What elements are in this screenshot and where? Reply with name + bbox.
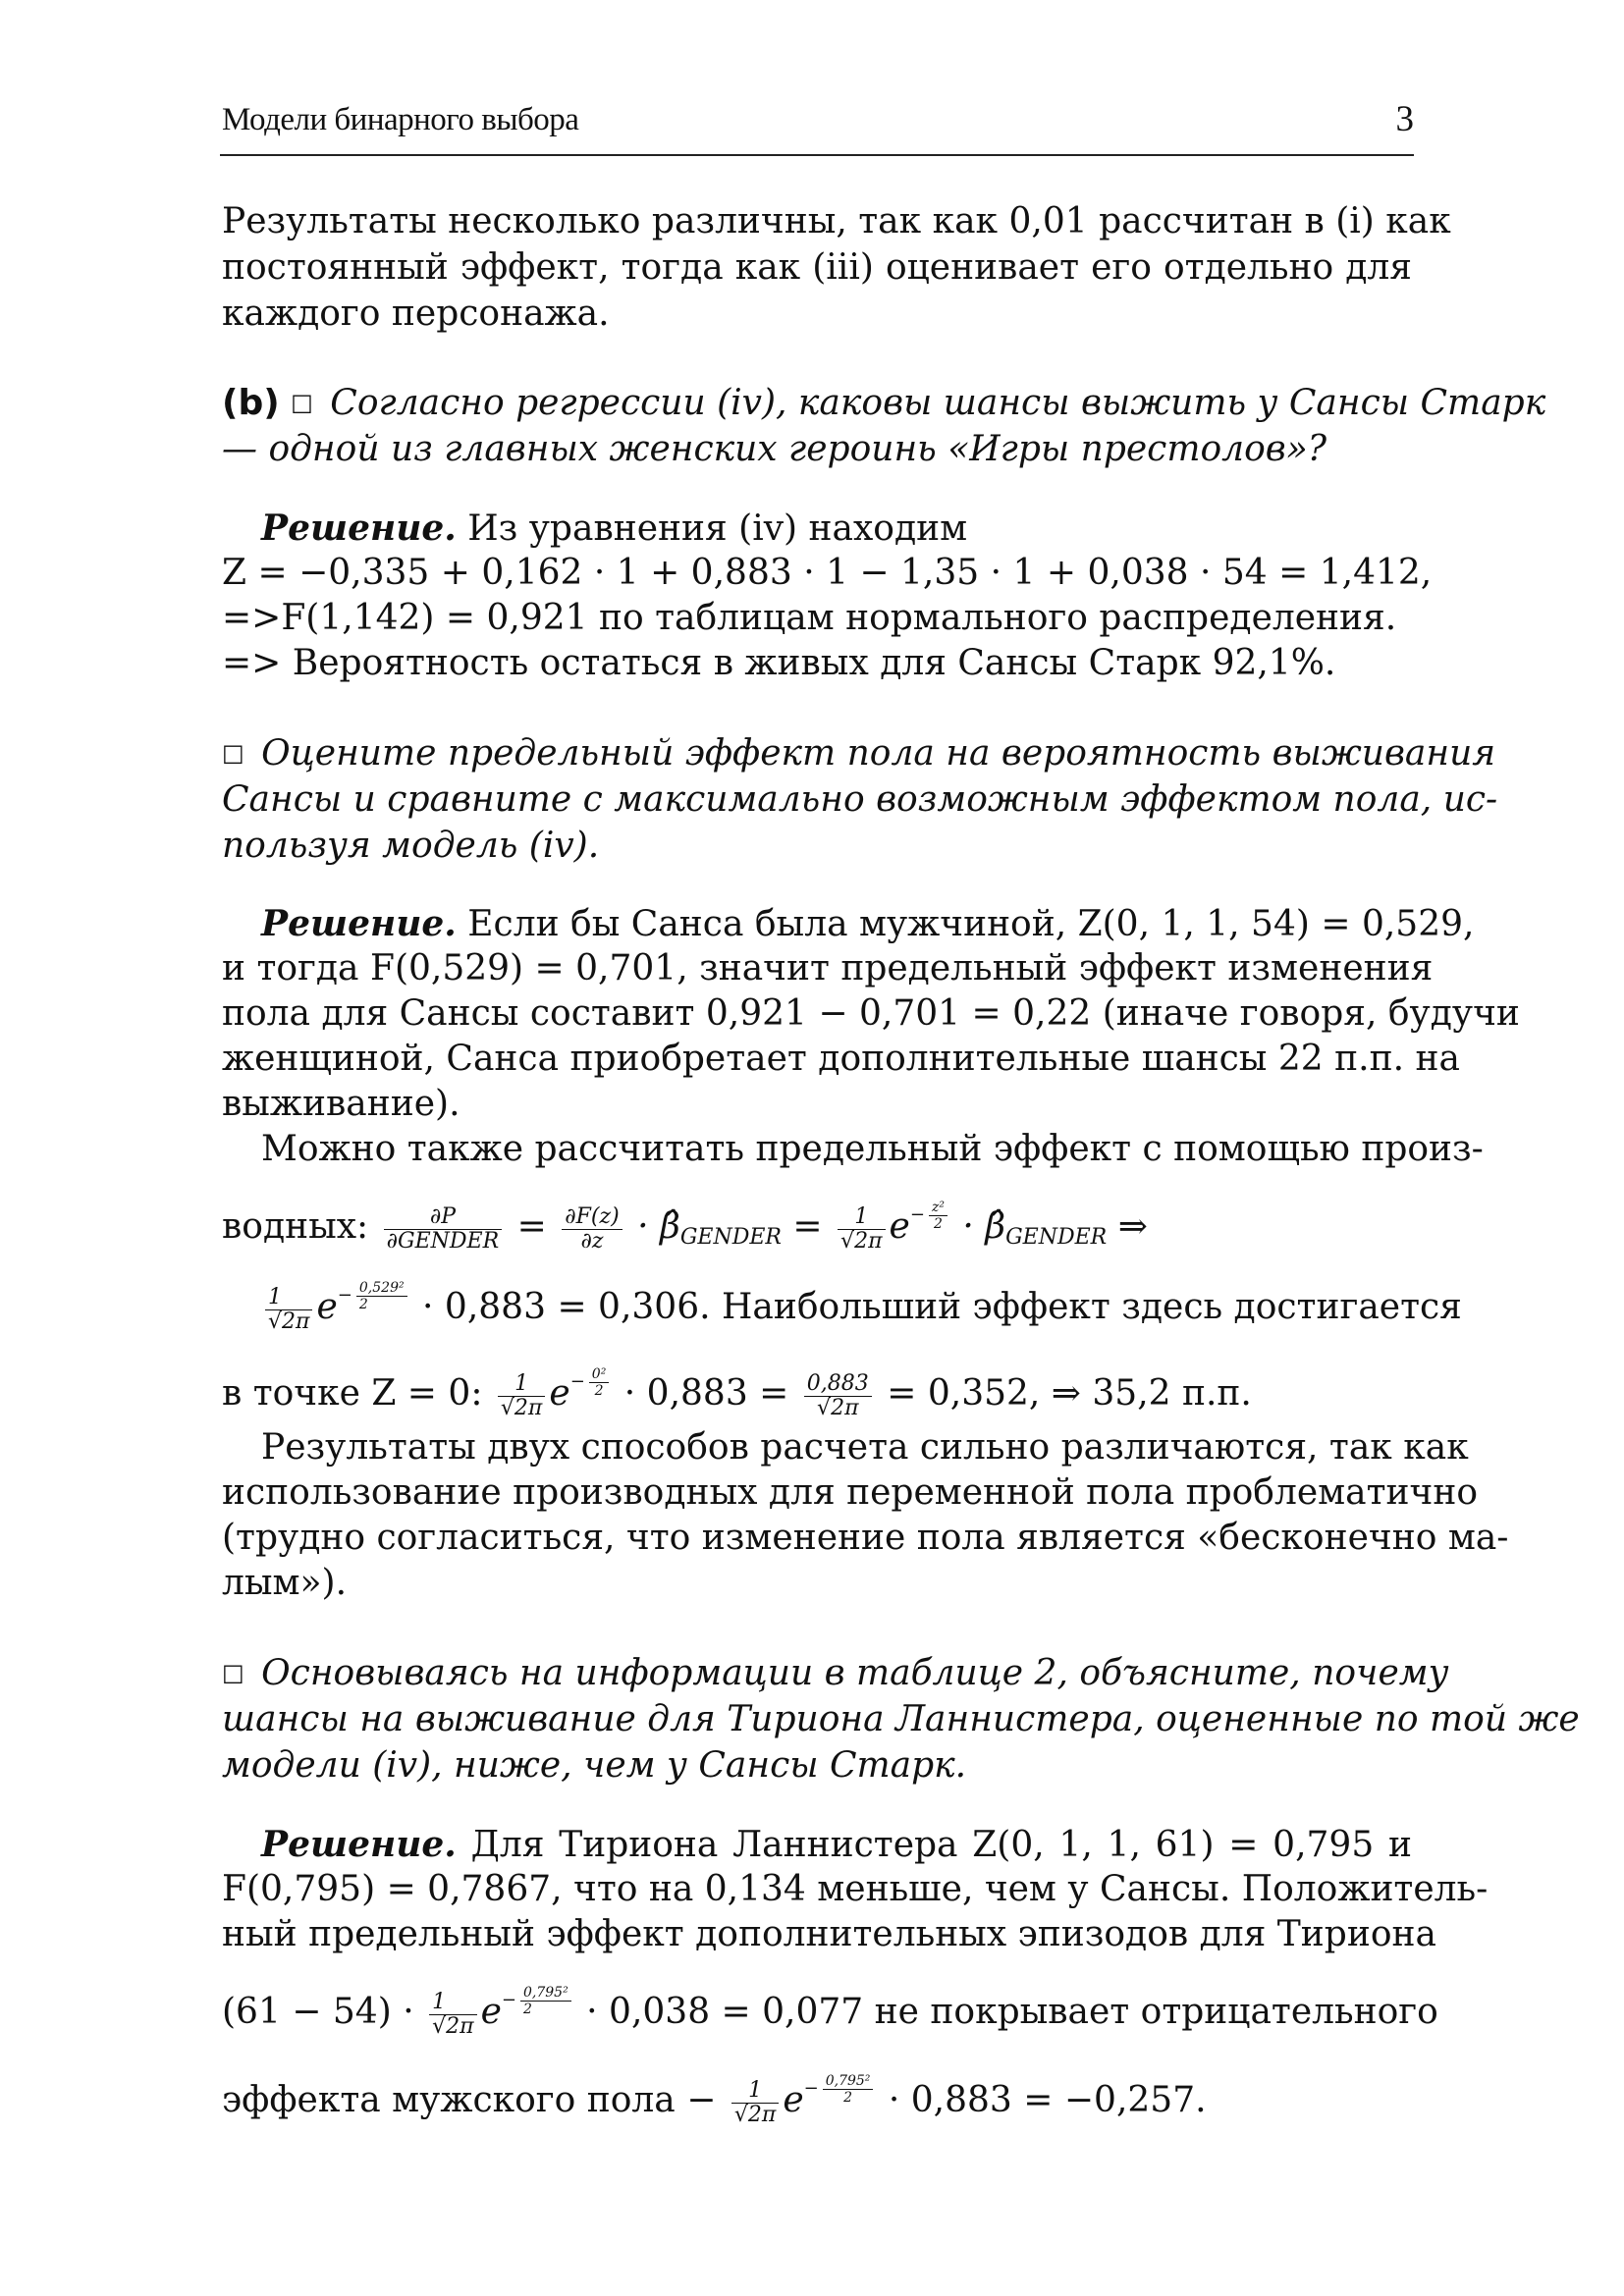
exponent: − $\frac{\text{z²}}{2}$ [910, 1186, 951, 1245]
exponent-numerator: z² [929, 1200, 947, 1216]
solution-2-line-4: женщиной, Санса приобретает дополнительные шансы 22 п.п. на [222, 1039, 1460, 1079]
beta-hat: · β̂ [637, 1206, 680, 1247]
solution-2-line-5: выживание). [222, 1084, 460, 1124]
task-2-line-3: пользуя модель (iv). [222, 826, 600, 866]
solution-3-line-5 [222, 2059, 1412, 2130]
max-effect-prefix: в точке Z = 0: [222, 1373, 483, 1414]
exp-base: e [783, 2080, 804, 2120]
fraction-numerator: ∂F(z) [562, 1205, 622, 1230]
evaluation-line [261, 1266, 1462, 1337]
exponent-denominator: 2 [933, 1215, 943, 1232]
header-rule [220, 154, 1414, 156]
solution-2-label: Решение. [261, 903, 457, 944]
task-3-checkbox: □ [222, 1659, 244, 1686]
fraction-numerator: ∂P [384, 1205, 503, 1230]
solution-3-label: Решение. [261, 1824, 457, 1865]
episodes-effect-text: · 0,038 = 0,077 не покрывает отрицательного [586, 1992, 1438, 2032]
beta-subscript: GENDER [1005, 1225, 1108, 1250]
intro-line-2: постоянный эффект, тогда как (iii) оценивает его отдельно для [222, 247, 1412, 288]
exp-base: e [316, 1287, 338, 1327]
derivative-formula-line [222, 1186, 1412, 1267]
fraction-denominator: √2π [500, 1395, 543, 1420]
solution-1-line-1 [261, 506, 1412, 552]
fraction-one-over-sqrt2pi [265, 1286, 312, 1334]
solution-1-probability: => Вероятность остаться в живых для Сансы Старк 92,1%. [222, 643, 1336, 683]
task-3-line-1 [222, 1651, 1449, 1699]
equals-sign: = [516, 1206, 547, 1247]
fraction-denominator: √2π [733, 2102, 777, 2127]
fraction-denominator: √2π [268, 1308, 310, 1334]
exponent: − $\frac{\text{0²}}{2}$ [570, 1353, 614, 1412]
solution-3-text-1: Для Тириона Ланнистера Z(0, 1, 1, 61) = 0,795 и [470, 1825, 1412, 1865]
solution-3-line-2: F(0,795) = 0,7867, что на 0,134 меньше, чем у Сансы. Положитель- [222, 1869, 1489, 1909]
solution-3-line-1 [261, 1822, 1412, 1868]
solution-2-line-1 [261, 901, 1475, 947]
solution-2-line-2: и тогда F(0,529) = 0,701, значит предельный эффект изменения [222, 948, 1434, 988]
fraction-one-over-sqrt2pi [731, 2079, 779, 2127]
solution-1-label: Решение. [261, 507, 457, 549]
solution-3-line-3: ный предельный эффект дополнительных эпизодов для Тириона [222, 1914, 1436, 1954]
fraction-denominator: √2π [817, 1395, 859, 1420]
gender-effect-result: · 0,883 = −0,257. [888, 2080, 1207, 2120]
exponent: − $\frac{\text{0,795²}}{2}$ [502, 1971, 575, 2030]
task-3-line-3: модели (iv), ниже, чем у Сансы Старк. [222, 1745, 967, 1786]
conclusion-line-1: Результаты двух способов расчета сильно различаются, так как [261, 1427, 1469, 1468]
task-2-line-1 [222, 731, 1496, 779]
task-b-question-1: Согласно регрессии (iv), каковы шансы выжить у Сансы Старк [330, 383, 1546, 423]
task-2-question-1: Оцените предельный эффект пола на вероятность выживания [261, 733, 1496, 774]
exp-base: e [480, 1992, 502, 2032]
fraction-numerator: 1 [265, 1286, 312, 1310]
gender-effect-prefix: эффекта мужского пола − [222, 2080, 717, 2120]
solution-1-equation: Z = −0,335 + 0,162 · 1 + 0,883 · 1 − 1,35 · 1 + 0,038 · 54 = 1,412, [222, 553, 1433, 593]
task-3-question-1: Основываясь на информации в таблице 2, объясните, почему [261, 1653, 1449, 1693]
fraction-numerator: 1 [498, 1372, 545, 1397]
fraction-numerator: 0,883 [804, 1372, 872, 1397]
episodes-difference: (61 − 54) · [222, 1992, 414, 2032]
fraction-dp-dgender [384, 1205, 503, 1254]
max-effect-result: = 0,352, ⇒ 35,2 п.п. [887, 1373, 1252, 1414]
exponent-denominator: 2 [358, 1296, 368, 1312]
exponent-numerator: 0,795² [520, 1985, 571, 2002]
exponent-numerator: 0,529² [356, 1280, 407, 1297]
equals-sign: = [792, 1206, 823, 1247]
solution-2-text-1: Если бы Санса была мужчиной, Z(0, 1, 1, 54) = 0,529, [467, 904, 1475, 944]
solution-1-lead: Из уравнения (iv) находим [467, 508, 968, 549]
implies-arrow: ⇒ [1117, 1206, 1148, 1247]
fraction-numerator: 1 [838, 1205, 885, 1230]
max-effect-mid: · 0,883 = [623, 1373, 789, 1414]
task-b-line-2: — одной из главных женских героинь «Игры престолов»? [222, 429, 1327, 469]
exponent-denominator: 2 [523, 2001, 532, 2017]
exponent-numerator: 0,795² [823, 2073, 874, 2090]
fraction-dfz-dz [562, 1205, 622, 1254]
task-b-label: (b) [222, 383, 280, 423]
solution-1-cdf: =>F(1,142) = 0,921 по таблицам нормального распределения. [222, 598, 1397, 638]
fraction-numerator: 1 [731, 2079, 779, 2104]
task-b-line-1 [222, 381, 1546, 429]
exponent: − $\frac{\text{0,529²}}{2}$ [338, 1266, 411, 1325]
derivative-prefix: водных: [222, 1206, 369, 1247]
fraction-denominator: √2π [840, 1228, 883, 1254]
task-2-line-2: Сансы и сравните с максимально возможным эффектом пола, ис- [222, 779, 1498, 820]
solution-2-line-3: пола для Сансы составит 0,921 − 0,701 = 0,22 (иначе говоря, будучи [222, 993, 1520, 1034]
exponent-numerator: 0² [589, 1366, 610, 1383]
solution-2-line-6: Можно также рассчитать предельный эффект с помощью произ- [261, 1129, 1484, 1169]
fraction-denominator: ∂GENDER [386, 1228, 500, 1254]
fraction-0883-over-sqrt2pi [804, 1372, 872, 1420]
exponent-denominator: 2 [594, 1382, 604, 1399]
beta-hat: · β̂ [962, 1206, 1006, 1247]
fraction-denominator: √2π [432, 2013, 474, 2039]
task-3-line-2: шансы на выживание для Тириона Ланнистера, оцененные по той же [222, 1699, 1580, 1739]
fraction-one-over-sqrt2pi [498, 1372, 545, 1420]
fraction-numerator: 1 [429, 1991, 476, 2015]
conclusion-line-3: (трудно согласиться, что изменение пола является «бесконечно ма- [222, 1518, 1509, 1558]
beta-subscript: GENDER [679, 1225, 782, 1250]
task-b-checkbox: □ [291, 389, 313, 416]
exponent-denominator: 2 [843, 2089, 853, 2106]
fraction-one-over-sqrt2pi [838, 1205, 885, 1254]
exponent: − $\frac{\text{0,795²}}{2}$ [804, 2059, 878, 2118]
exp-base: e [889, 1206, 910, 1247]
fraction-denominator: ∂z [580, 1228, 604, 1254]
intro-line-3: каждого персонажа. [222, 294, 610, 334]
intro-line-1: Результаты несколько различны, так как 0,01 рассчитан в (i) как [222, 201, 1451, 241]
exp-base: e [549, 1373, 570, 1414]
task-2-checkbox: □ [222, 739, 244, 767]
fraction-one-over-sqrt2pi [429, 1991, 476, 2039]
running-header-title: Модели бинарного выбора [222, 102, 579, 137]
solution-3-line-4 [222, 1971, 1438, 2042]
evaluation-text: · 0,883 = 0,306. Наибольший эффект здесь достигается [422, 1287, 1462, 1327]
page-number: 3 [1395, 99, 1414, 139]
max-effect-line [222, 1353, 1412, 1423]
conclusion-line-2: использование производных для переменной пола проблематично [222, 1472, 1479, 1513]
conclusion-line-4: лым»). [222, 1563, 348, 1603]
